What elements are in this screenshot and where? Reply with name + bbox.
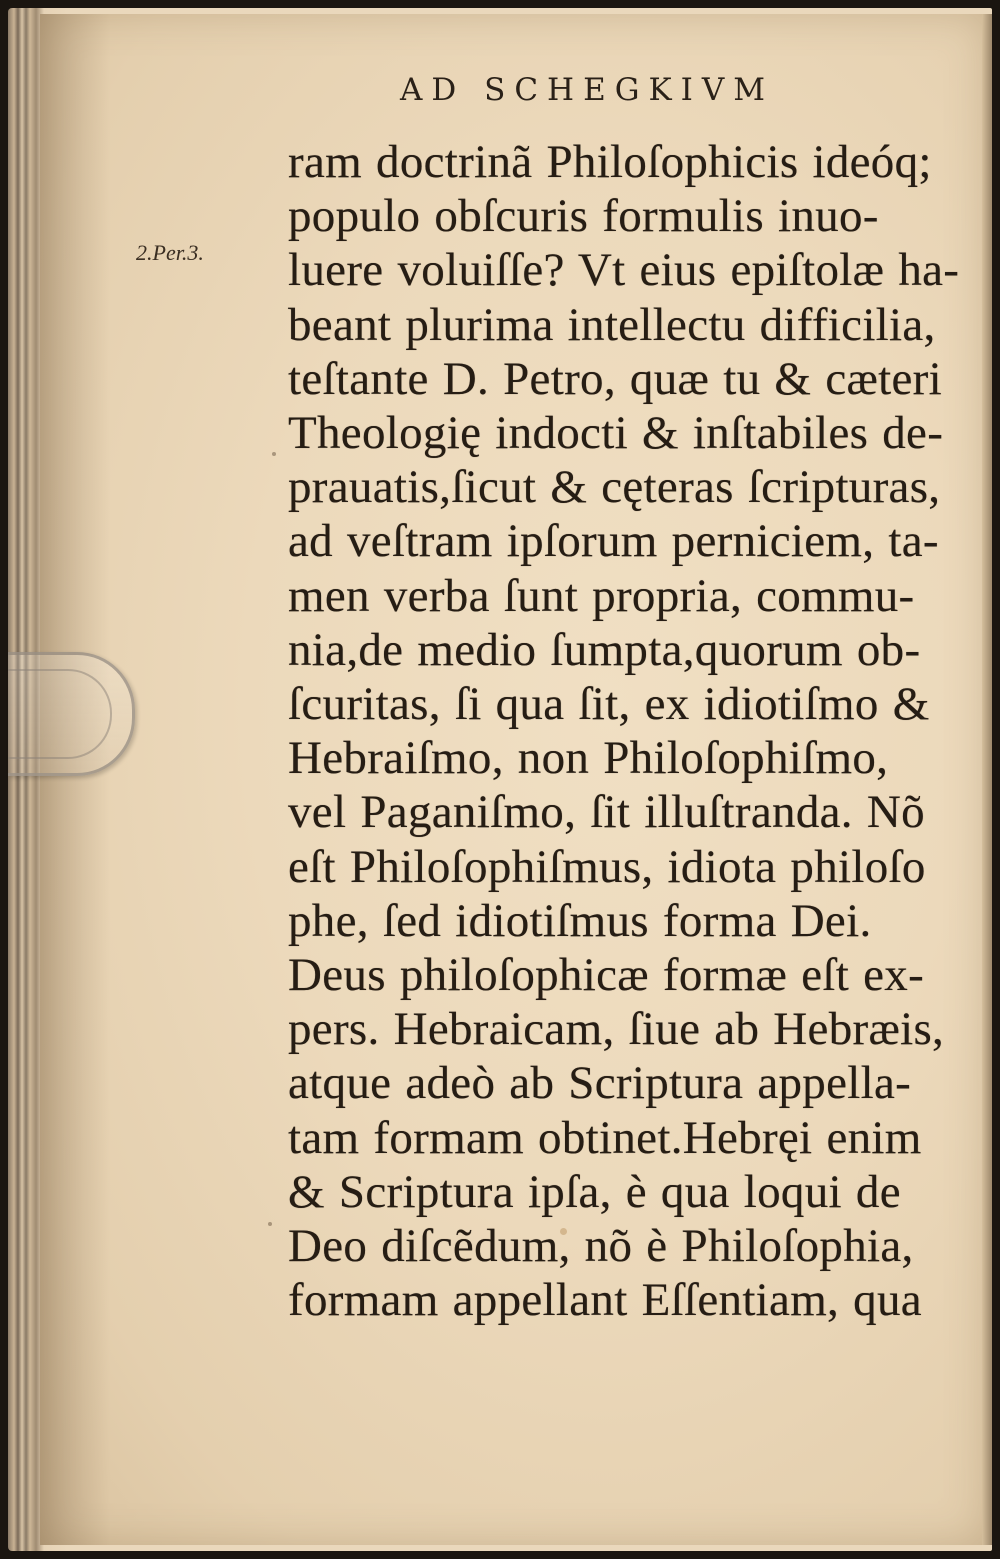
text-line: populo obſcuris formulis inuo- (288, 190, 879, 243)
text-line: vel Paganiſmo, ſit illuſtranda. Nõ (288, 786, 925, 839)
paper-clip-inner-loop (8, 669, 112, 759)
text-line: ram doctrinã Philoſophicis ideóq; (288, 136, 932, 188)
text-line: men verba ſunt propria, commu- (288, 569, 915, 622)
text-line: pers. Hebraicam, ſiue ab Hebræis, (288, 1003, 945, 1056)
text-line: teſtante D. Petro, quæ tu & cæteri (288, 352, 942, 405)
paper-clip (8, 652, 135, 776)
text-line: & Scriptura ipſa, è qua loqui de (288, 1165, 901, 1218)
paper-speck (272, 452, 276, 456)
page-edge-right (982, 14, 992, 1545)
text-line: luere voluiſſe? Vt eius epiſtolæ ha- (288, 244, 960, 297)
text-line: Theologię indocti & inſtabiles de- (288, 407, 944, 460)
running-header: AD SCHEGKIVM (400, 72, 775, 108)
text-line: ad veſtram ipſorum perniciem, ta- (288, 515, 939, 568)
text-line: nia,de medio ſumpta,quorum ob- (288, 623, 921, 676)
body-text (288, 135, 960, 1327)
text-line: phe, ſed idiotiſmus forma Dei. (288, 894, 872, 947)
text-line: formam appellant Eſſentiam, qua (288, 1274, 922, 1327)
text-line: Deus philoſophicæ formæ eſt ex- (288, 949, 925, 1002)
margin-reference: 2.Per.3. (136, 240, 204, 265)
paper-speck (268, 1222, 272, 1226)
text-line: ſcuritas, ſi qua ſit, ex idiotiſmo & (288, 678, 930, 731)
paper-speck (560, 1228, 567, 1235)
text-line: prauatis,ſicut & cęteras ſcripturas, (288, 461, 941, 514)
text-line: Hebraiſmo, non Philoſophiſmo, (288, 732, 889, 785)
text-line: beant plurima intellectu difficilia, (288, 298, 936, 351)
text-line: Deo diſcẽdum, nõ è Philoſophia, (288, 1220, 914, 1273)
text-line: eſt Philoſophiſmus, idiota philoſo (288, 840, 926, 893)
text-line: tam formam obtinet.Hebręi enim (288, 1111, 922, 1164)
gutter-shadow (40, 14, 110, 1545)
text-line: atque adeò ab Scriptura appella- (288, 1057, 912, 1110)
